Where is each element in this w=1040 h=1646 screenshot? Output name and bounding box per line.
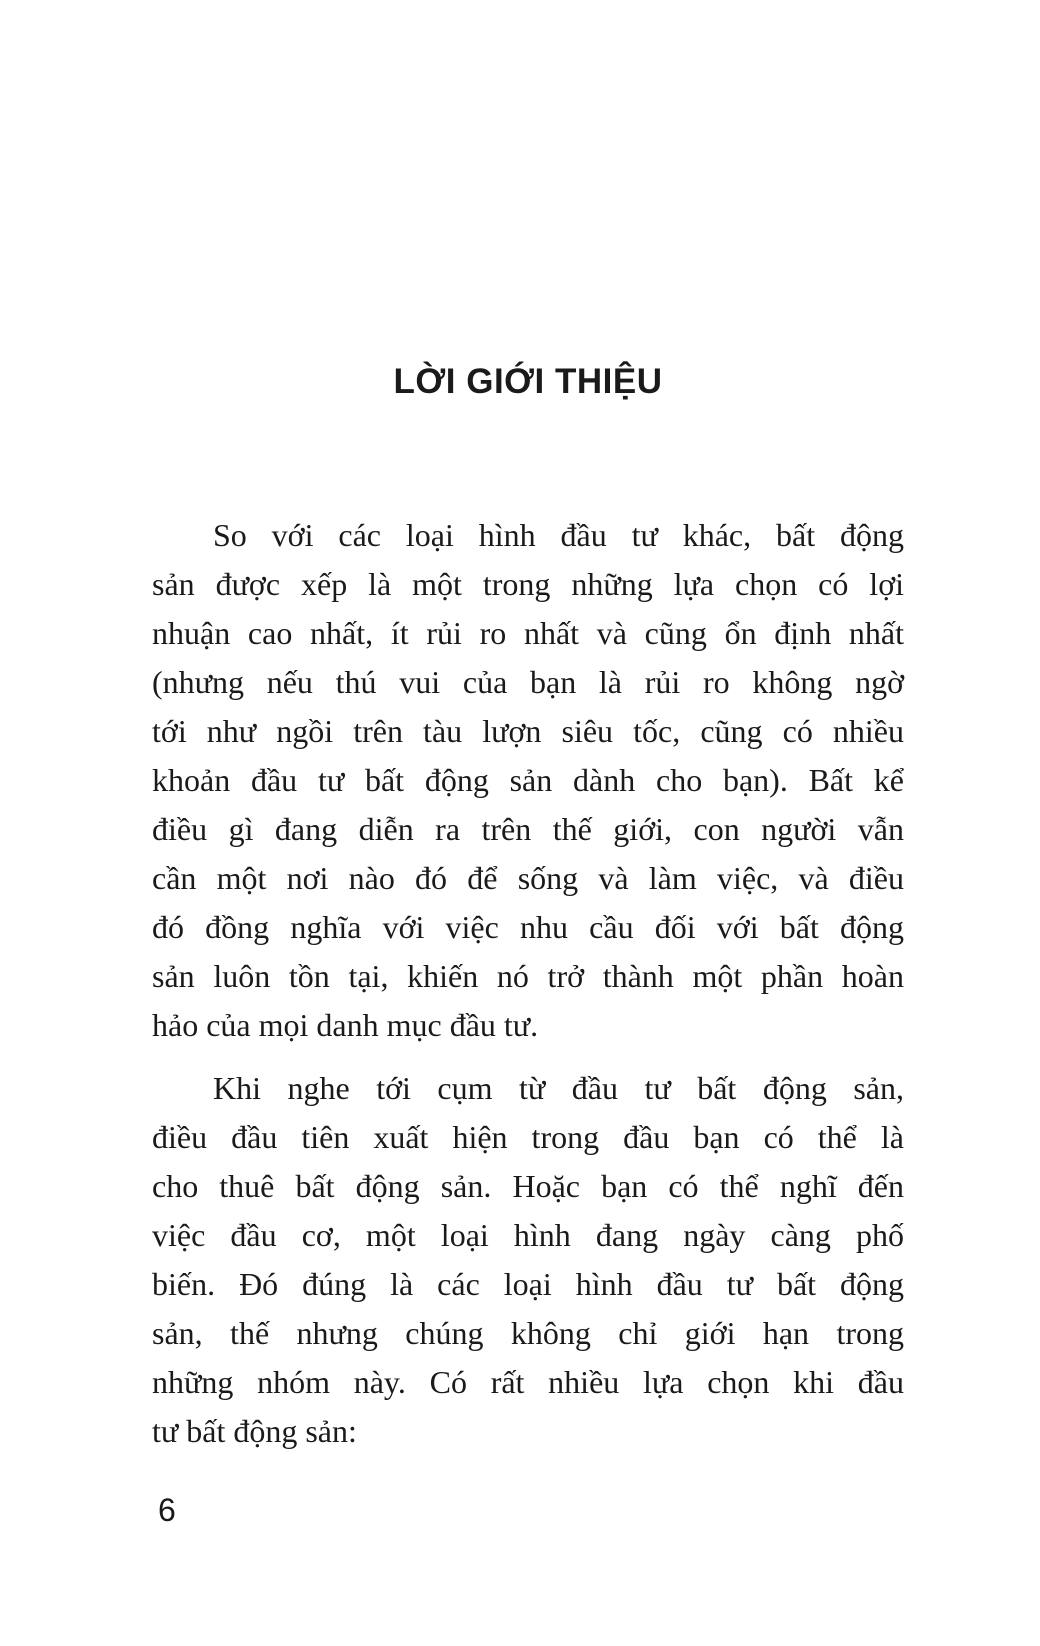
body-line: sản được xếp là một trong những lựa chọn có lợi [152,566,904,602]
body-line: khoản đầu tư bất động sản dành cho bạn). Bất kể [152,762,904,798]
body-line: những nhóm này. Có rất nhiều lựa chọn khi đầu [152,1364,904,1400]
body-line: sản, thế nhưng chúng không chỉ giới hạn trong [152,1315,904,1351]
paragraph-1 [152,511,904,1050]
body-line: So với các loại hình đầu tư khác, bất động [213,517,904,553]
body-line: nhuận cao nhất, ít rủi ro nhất và cũng ổn định nhất [152,615,904,651]
body-line: tư bất động sản: [152,1413,357,1449]
paragraph-2 [152,1064,904,1456]
body-line: biến. Đó đúng là các loại hình đầu tư bất động [152,1266,904,1302]
body-line: cần một nơi nào đó để sống và làm việc, và điều [152,860,904,896]
body-line: Khi nghe tới cụm từ đầu tư bất động sản, [213,1070,904,1106]
body-text [152,511,904,1456]
body-line: hảo của mọi danh mục đầu tư. [152,1007,539,1043]
body-line: việc đầu cơ, một loại hình đang ngày càng phố [152,1217,904,1253]
body-line: sản luôn tồn tại, khiến nó trở thành một phần hoàn [152,958,904,994]
page-number: 6 [158,1492,176,1528]
body-line: điều gì đang diễn ra trên thế giới, con người vẫn [152,811,904,847]
body-line: (nhưng nếu thú vui của bạn là rủi ro không ngờ [152,664,904,700]
body-line: cho thuê bất động sản. Hoặc bạn có thể nghĩ đến [152,1168,904,1204]
body-line: đó đồng nghĩa với việc nhu cầu đối với bất động [152,909,904,945]
chapter-title: LỜI GIỚI THIỆU [393,362,663,401]
body-line: điều đầu tiên xuất hiện trong đầu bạn có thể là [152,1119,904,1155]
body-line: tới như ngồi trên tàu lượn siêu tốc, cũng có nhiều [152,713,904,749]
